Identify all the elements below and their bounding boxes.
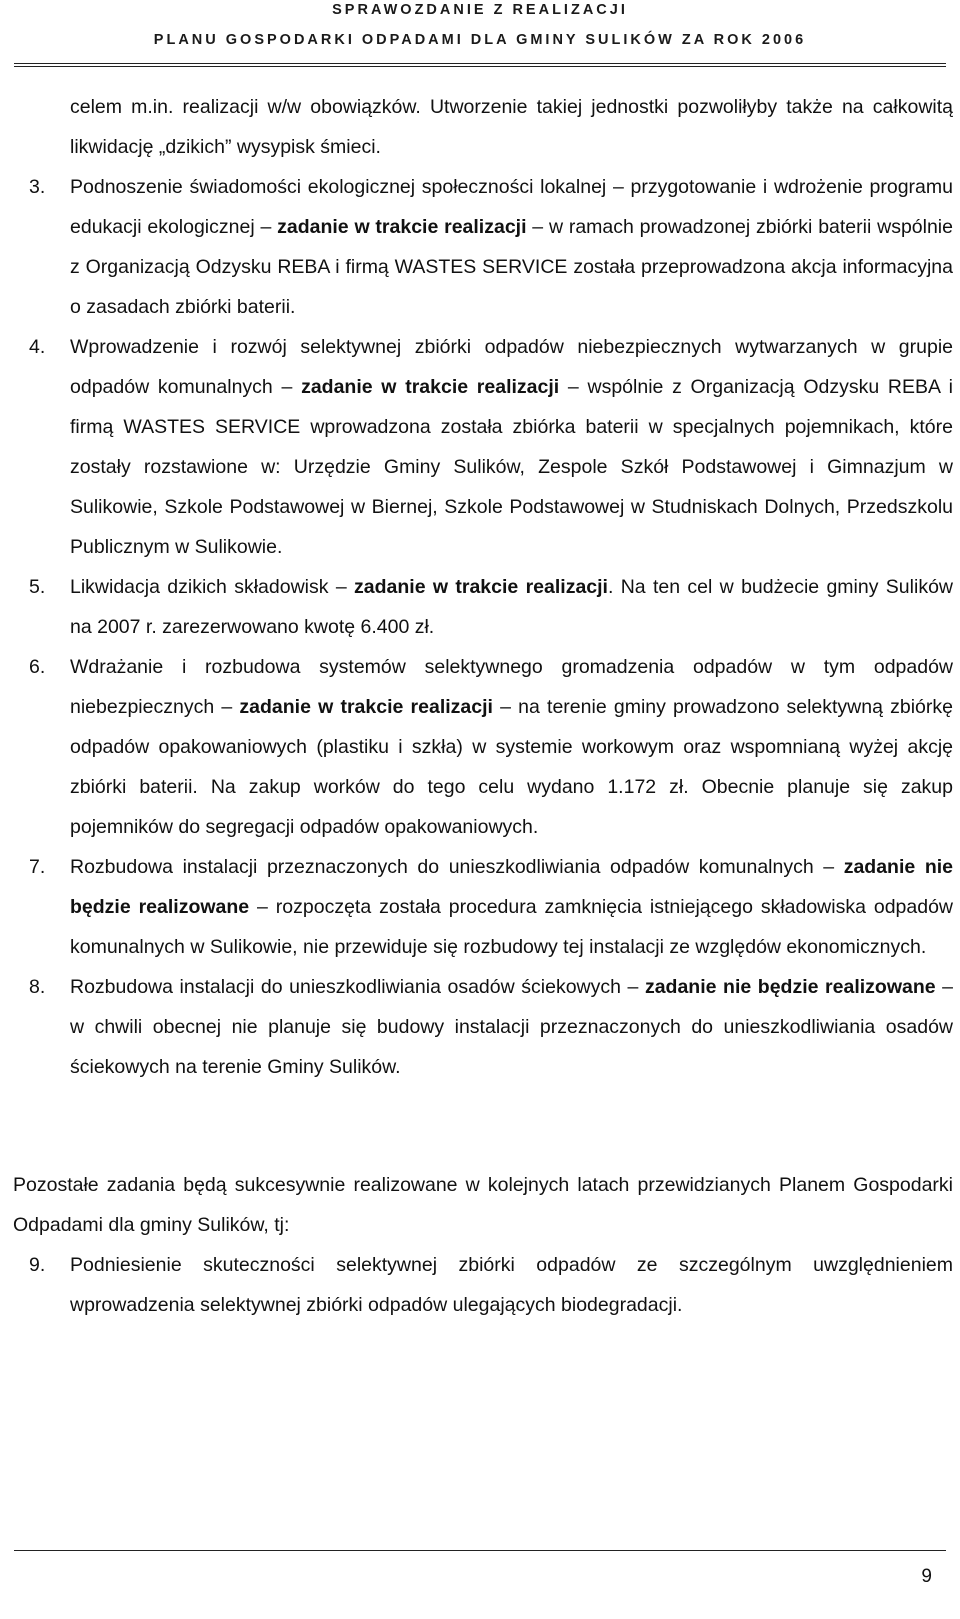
item-text (70, 167, 953, 327)
item-text (70, 647, 953, 847)
item-status: zadanie w trakcie realizacji (277, 216, 527, 238)
item-text-before: Rozbudowa instalacji do unieszkodliwiania osadów ściekowych – (70, 976, 645, 998)
item-status: zadanie w trakcie realizacji (301, 376, 560, 398)
item-status: zadanie w trakcie realizacji (239, 696, 493, 718)
list-item-8 (13, 967, 953, 1087)
page-number: 9 (921, 1566, 932, 1587)
item-text-before: Wdrażanie i rozbudowa systemów selektywnego gromadzenia odpadów w tym odpadów niebezpiecznych – (70, 656, 953, 718)
header-divider (14, 63, 946, 67)
item-text (70, 967, 953, 1087)
item-text-before: Podnoszenie świadomości ekologicznej społeczności lokalnej – przygotowanie i wdrożenie programu edukacji ekologicznej – (70, 176, 953, 238)
section-spacer (13, 1087, 953, 1165)
item-text-after: – na terenie gminy prowadzono selektywną zbiórkę odpadów opakowaniowych (plastiku i szkła) w systemie workowym oraz wspomnianą wyżej akcję zbiórki baterii. Na zakup worków do tego celu wydano 1.172 zł. Obecnie planuje się zakup pojemników do segregacji odpadów opakowaniowych. (70, 696, 953, 838)
item-status: zadanie nie będzie realizowane (644, 976, 936, 998)
item-number: 7. (29, 856, 46, 878)
item-text (70, 847, 953, 967)
remaining-tasks-paragraph: Pozostałe zadania będą sukcesywnie realizowane w kolejnych latach przewidzianych Planem Gospodarki Odpadami dla gminy Sulików, tj: (13, 1174, 953, 1236)
item-text-after: – w chwili obecnej nie planuje się budowy instalacji przeznaczonych do unieszkodliwiania osadów ściekowych na terenie Gminy Sulików. (70, 976, 954, 1078)
item-text (70, 327, 953, 567)
item-text-after: . Na ten cel w budżecie gminy Sulików na 2007 r. zarezerwowano kwotę 6.400 zł. (70, 576, 953, 638)
item-number: 4. (29, 336, 46, 358)
item-text-after: – w ramach prowadzonej zbiórki baterii wspólnie z Organizacją Odzysku REBA i firmą WASTES SERVICE została przeprowadzona akcja informacyjna o zasadach zbiórki baterii. (70, 216, 953, 318)
list-item-7 (13, 847, 953, 967)
item-status: zadanie w trakcie realizacji (354, 576, 608, 598)
item-number: 5. (29, 576, 46, 598)
item-status: zadanie nie będzie realizowane (70, 856, 953, 918)
document-body (13, 87, 953, 1325)
intro-continuation: celem m.in. realizacji w/w obowiązków. Utworzenie takiej jednostki pozwoliłyby także na całkowitą likwidację „dzikich” wysypisk śmieci. (70, 96, 953, 158)
footer-divider (14, 1550, 946, 1551)
item-text-before: Wprowadzenie i rozwój selektywnej zbiórki odpadów niebezpiecznych wytwarzanych w grupie odpadów komunalnych – (70, 336, 953, 398)
item-text-before: Rozbudowa instalacji przeznaczonych do unieszkodliwiania odpadów komunalnych – (70, 856, 844, 878)
item-number: 6. (29, 656, 46, 678)
list-item-9 (13, 1245, 953, 1325)
item-text (70, 567, 953, 647)
list-item-3 (13, 167, 953, 327)
item-text-after: – wspólnie z Organizacją Odzysku REBA i firmą WASTES SERVICE wprowadzona została zbiórka baterii w specjalnych pojemnikach, które zostały rozstawione w: Urzędzie Gminy Sulików, Zespole Szkół Podstawowej i Gimnazjum w Sulikowie, Szkole Podstawowej w Biernej, Szkole Podstawowej w Studniskach Dolnych, Przedszkolu Publicznym w Sulikowie. (70, 376, 953, 558)
item-number: 8. (29, 976, 46, 998)
list-item-4 (13, 327, 953, 567)
list-item-6 (13, 647, 953, 847)
item-number: 3. (29, 176, 46, 198)
header-title-line-1: SPRAWOZDANIE Z REALIZACJI (332, 2, 628, 18)
item-text-before: Likwidacja dzikich składowisk – (70, 576, 355, 598)
item-number: 9. (29, 1254, 46, 1276)
header-title-line-2: PLANU GOSPODARKI ODPADAMI DLA GMINY SULIKÓW ZA ROK 2006 (153, 32, 807, 48)
list-item-5 (13, 567, 953, 647)
item-text-after: – rozpoczęta została procedura zamknięcia istniejącego składowiska odpadów komunalnych w Sulikowie, nie przewiduje się rozbudowy tej instalacji ze względów ekonomicznych. (70, 896, 953, 958)
item-text: Podniesienie skuteczności selektywnej zbiórki odpadów ze szczególnym uwzględnieniem wprowadzenia selektywnej zbiórki odpadów ulegających biodegradacji. (70, 1254, 953, 1316)
